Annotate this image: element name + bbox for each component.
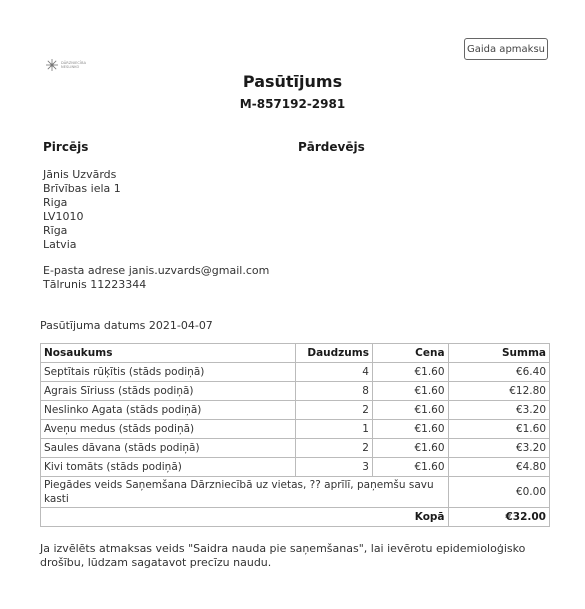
item-qty: 4: [296, 363, 373, 382]
buyer-city: Riga: [43, 196, 68, 209]
buyer-heading: Pircējs: [43, 140, 89, 154]
column-header-qty: Daudzums: [296, 344, 373, 363]
delivery-sum: €0.00: [448, 477, 549, 508]
item-name: Agrais Sīriuss (stāds podiņā): [41, 382, 296, 401]
column-header-price: Cena: [372, 344, 448, 363]
payment-note: Ja izvēlēts atmaksas veids "Saidra nauda pie saņemšanas", lai ievērotu epidemioloģisko drošību, lūdzam sagatavot precīzu naudu.: [40, 542, 526, 569]
item-sum: €3.20: [448, 401, 549, 420]
order-date: Pasūtījuma datums 2021-04-07: [40, 319, 213, 332]
buyer-region: Rīga: [43, 224, 68, 237]
item-name: Aveņu medus (stāds podiņā): [41, 420, 296, 439]
item-name: Saules dāvana (stāds podiņā): [41, 439, 296, 458]
item-sum: €4.80: [448, 458, 549, 477]
item-sum: €3.20: [448, 439, 549, 458]
table-row: [41, 420, 550, 439]
item-sum: €12.80: [448, 382, 549, 401]
item-name: Neslinko Agata (stāds podiņā): [41, 401, 296, 420]
table-row: [41, 363, 550, 382]
table-row: [41, 401, 550, 420]
buyer-street: Brīvības iela 1: [43, 182, 121, 195]
total-value: €32.00: [448, 508, 549, 527]
total-row: [41, 508, 550, 527]
item-name: Septītais rūķītis (stāds podiņā): [41, 363, 296, 382]
table-row: [41, 439, 550, 458]
column-header-name: Nosaukums: [41, 344, 296, 363]
buyer-address: [43, 168, 121, 252]
buyer-name: Jānis Uzvārds: [43, 168, 117, 181]
item-price: €1.60: [372, 401, 448, 420]
item-price: €1.60: [372, 363, 448, 382]
item-qty: 2: [296, 439, 373, 458]
delivery-method: Piegādes veids Saņemšana Dārzniecībā uz vietas, ?? aprīlī, paņemšu savu kasti: [41, 477, 449, 508]
order-items-table: [40, 343, 550, 527]
delivery-row: [41, 477, 550, 508]
logo-line-1: DĀRZNIECĪBA: [61, 61, 87, 65]
order-status-button[interactable]: Gaida apmaksu: [464, 38, 548, 60]
item-qty: 2: [296, 401, 373, 420]
item-qty: 1: [296, 420, 373, 439]
table-row: [41, 458, 550, 477]
item-price: €1.60: [372, 382, 448, 401]
flower-logo-icon: [45, 58, 59, 72]
buyer-phone: Tālrunis 11223344: [43, 278, 147, 291]
item-sum: €6.40: [448, 363, 549, 382]
item-qty: 3: [296, 458, 373, 477]
seller-heading: Pārdevējs: [298, 140, 365, 154]
buyer-contact: [43, 264, 269, 292]
order-number: M-857192-2981: [239, 97, 346, 111]
item-qty: 8: [296, 382, 373, 401]
item-price: €1.60: [372, 420, 448, 439]
item-sum: €1.60: [448, 420, 549, 439]
logo-line-2: NESLINKO: [61, 65, 80, 69]
item-name: Kivi tomāts (stāds podiņā): [41, 458, 296, 477]
total-label: Kopā: [41, 508, 449, 527]
buyer-country: Latvia: [43, 238, 77, 251]
item-price: €1.60: [372, 439, 448, 458]
table-row: [41, 382, 550, 401]
buyer-email: E-pasta adrese janis.uzvards@gmail.com: [43, 264, 270, 277]
column-header-sum: Summa: [448, 344, 549, 363]
buyer-postcode: LV1010: [43, 210, 84, 223]
table-header-row: [41, 344, 550, 363]
page-title: Pasūtījums: [242, 72, 343, 91]
item-price: €1.60: [372, 458, 448, 477]
